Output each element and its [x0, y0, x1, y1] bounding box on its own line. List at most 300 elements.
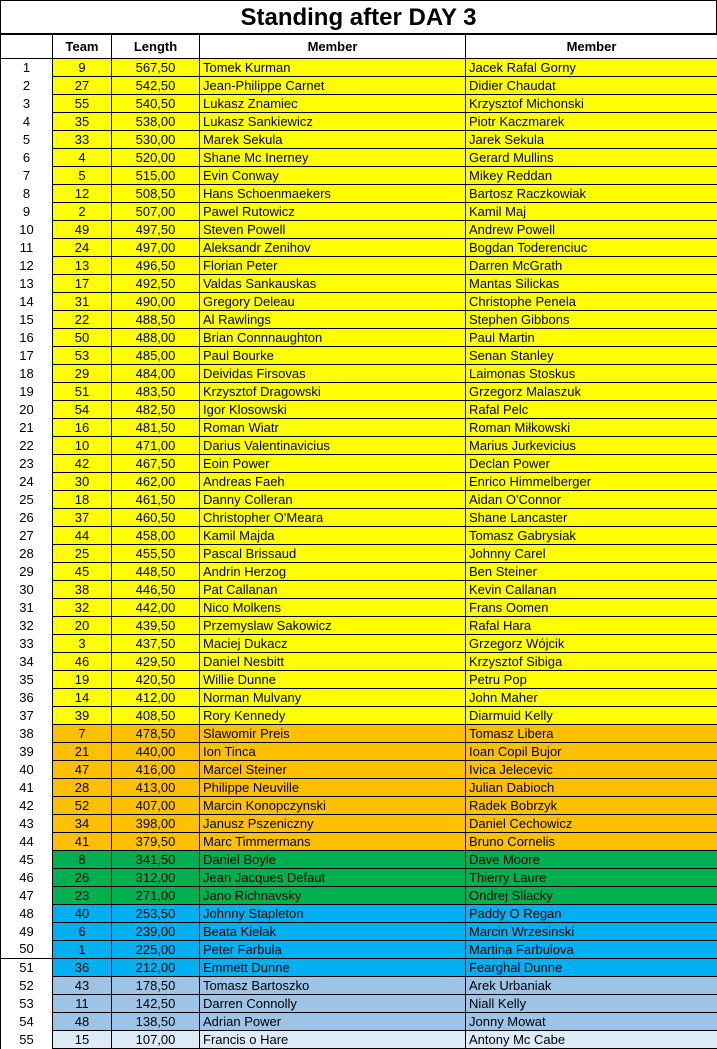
- member2-cell: Jacek Rafal Gorny: [466, 59, 717, 77]
- table-row: [1, 869, 717, 887]
- team-cell: 53: [53, 347, 112, 365]
- member2-cell: Jonny Mowat: [466, 1013, 717, 1031]
- rank-cell: 41: [1, 779, 53, 797]
- member1-cell: Al Rawlings: [200, 311, 466, 329]
- team-cell: 19: [53, 671, 112, 689]
- length-cell: 485,00: [112, 347, 200, 365]
- table-row: [1, 743, 717, 761]
- rank-cell: 46: [1, 869, 53, 887]
- member2-cell: Tomasz Gabrysiak: [466, 527, 717, 545]
- member2-cell: Shane Lancaster: [466, 509, 717, 527]
- table-row: [1, 365, 717, 383]
- team-cell: 1: [53, 941, 112, 959]
- member1-cell: Shane Mc Inerney: [200, 149, 466, 167]
- team-cell: 29: [53, 365, 112, 383]
- member1-cell: Danny Colleran: [200, 491, 466, 509]
- member1-cell: Peter Farbula: [200, 941, 466, 959]
- rank-cell: 9: [1, 203, 53, 221]
- member1-cell: Philippe Neuville: [200, 779, 466, 797]
- length-cell: 460,50: [112, 509, 200, 527]
- member2-cell: Mikey Reddan: [466, 167, 717, 185]
- table-row: [1, 311, 717, 329]
- member2-cell: Bruno Cornelis: [466, 833, 717, 851]
- member2-cell: Grzegorz Wójcik: [466, 635, 717, 653]
- standings-table: [0, 34, 717, 1049]
- rank-cell: 29: [1, 563, 53, 581]
- member1-cell: Roman Wiatr: [200, 419, 466, 437]
- length-cell: 490,00: [112, 293, 200, 311]
- member1-cell: Pat Callanan: [200, 581, 466, 599]
- table-row: [1, 239, 717, 257]
- rank-cell: 53: [1, 995, 53, 1013]
- team-cell: 25: [53, 545, 112, 563]
- team-cell: 12: [53, 185, 112, 203]
- member2-cell: Ben Steiner: [466, 563, 717, 581]
- length-cell: 142,50: [112, 995, 200, 1013]
- table-row: [1, 887, 717, 905]
- rank-cell: 14: [1, 293, 53, 311]
- table-row: [1, 185, 717, 203]
- member2-cell: John Maher: [466, 689, 717, 707]
- team-cell: 45: [53, 563, 112, 581]
- rank-cell: 47: [1, 887, 53, 905]
- rank-cell: 24: [1, 473, 53, 491]
- length-cell: 462,00: [112, 473, 200, 491]
- member2-cell: Niall Kelly: [466, 995, 717, 1013]
- member2-cell: Frans Oomen: [466, 599, 717, 617]
- member1-cell: Pawel Rutowicz: [200, 203, 466, 221]
- table-row: [1, 95, 717, 113]
- rank-cell: 16: [1, 329, 53, 347]
- team-cell: 30: [53, 473, 112, 491]
- member2-cell: Ioan Copil Bujor: [466, 743, 717, 761]
- member1-cell: Gregory Deleau: [200, 293, 466, 311]
- length-cell: 496,50: [112, 257, 200, 275]
- team-cell: 50: [53, 329, 112, 347]
- rank-cell: 43: [1, 815, 53, 833]
- member2-cell: Julian Dabioch: [466, 779, 717, 797]
- rank-cell: 25: [1, 491, 53, 509]
- member1-cell: Pascal Brissaud: [200, 545, 466, 563]
- table-row: [1, 203, 717, 221]
- rank-cell: 50: [1, 941, 53, 959]
- length-cell: 483,50: [112, 383, 200, 401]
- team-cell: 47: [53, 761, 112, 779]
- team-cell: 27: [53, 77, 112, 95]
- table-row: [1, 167, 717, 185]
- length-cell: 446,50: [112, 581, 200, 599]
- member2-cell: Dave Moore: [466, 851, 717, 869]
- table-row: [1, 383, 717, 401]
- member2-cell: Martina Farbulova: [466, 941, 717, 959]
- member1-cell: Eoin Power: [200, 455, 466, 473]
- length-cell: 520,00: [112, 149, 200, 167]
- table-row: [1, 329, 717, 347]
- member2-cell: Marius Jurkevicius: [466, 437, 717, 455]
- table-row: [1, 401, 717, 419]
- member1-cell: Maciej Dukacz: [200, 635, 466, 653]
- table-row: [1, 437, 717, 455]
- team-cell: 10: [53, 437, 112, 455]
- member1-cell: Adrian Power: [200, 1013, 466, 1031]
- member1-cell: Evin Conway: [200, 167, 466, 185]
- member2-cell: Declan Power: [466, 455, 717, 473]
- member1-cell: Florian Peter: [200, 257, 466, 275]
- table-row: [1, 581, 717, 599]
- rank-cell: 34: [1, 653, 53, 671]
- standings-body: [1, 59, 717, 1049]
- member2-cell: Radek Bobrzyk: [466, 797, 717, 815]
- member1-cell: Igor Klosowski: [200, 401, 466, 419]
- team-cell: 52: [53, 797, 112, 815]
- member1-cell: Janusz Pszeniczny: [200, 815, 466, 833]
- length-cell: 439,50: [112, 617, 200, 635]
- member1-cell: Lukasz Znamiec: [200, 95, 466, 113]
- table-row: [1, 275, 717, 293]
- member2-cell: Petru Pop: [466, 671, 717, 689]
- team-cell: 20: [53, 617, 112, 635]
- team-cell: 14: [53, 689, 112, 707]
- member1-cell: Emmett Dunne: [200, 959, 466, 977]
- team-cell: 40: [53, 905, 112, 923]
- length-cell: 458,00: [112, 527, 200, 545]
- member2-cell: Didier Chaudat: [466, 77, 717, 95]
- rank-cell: 21: [1, 419, 53, 437]
- table-row: [1, 977, 717, 995]
- length-cell: 239,00: [112, 923, 200, 941]
- length-cell: 507,00: [112, 203, 200, 221]
- length-cell: 442,00: [112, 599, 200, 617]
- rank-cell: 10: [1, 221, 53, 239]
- team-cell: 22: [53, 311, 112, 329]
- member1-cell: Darius Valentinavicius: [200, 437, 466, 455]
- length-cell: 488,00: [112, 329, 200, 347]
- length-cell: 481,50: [112, 419, 200, 437]
- length-cell: 488,50: [112, 311, 200, 329]
- team-cell: 42: [53, 455, 112, 473]
- rank-cell: 37: [1, 707, 53, 725]
- team-cell: 11: [53, 995, 112, 1013]
- team-cell: 13: [53, 257, 112, 275]
- team-cell: 54: [53, 401, 112, 419]
- team-cell: 17: [53, 275, 112, 293]
- length-cell: 379,50: [112, 833, 200, 851]
- team-cell: 15: [53, 1031, 112, 1049]
- table-row: [1, 779, 717, 797]
- header-row: [1, 35, 717, 59]
- member1-cell: Norman Mulvany: [200, 689, 466, 707]
- length-cell: 540,50: [112, 95, 200, 113]
- table-row: [1, 1031, 717, 1049]
- team-cell: 39: [53, 707, 112, 725]
- length-cell: 497,00: [112, 239, 200, 257]
- rank-cell: 20: [1, 401, 53, 419]
- rank-cell: 45: [1, 851, 53, 869]
- member1-cell: Darren Connolly: [200, 995, 466, 1013]
- rank-cell: 40: [1, 761, 53, 779]
- member2-cell: Laimonas Stoskus: [466, 365, 717, 383]
- team-cell: 5: [53, 167, 112, 185]
- member1-cell: Beata Kielak: [200, 923, 466, 941]
- length-cell: 398,00: [112, 815, 200, 833]
- team-cell: 37: [53, 509, 112, 527]
- team-cell: 51: [53, 383, 112, 401]
- member2-cell: Johnny Carel: [466, 545, 717, 563]
- rank-cell: 52: [1, 977, 53, 995]
- member2-cell: Andrew Powell: [466, 221, 717, 239]
- member2-cell: Arek Urbaniak: [466, 977, 717, 995]
- rank-cell: 44: [1, 833, 53, 851]
- length-cell: 413,00: [112, 779, 200, 797]
- member2-cell: Jarek Sekula: [466, 131, 717, 149]
- table-row: [1, 563, 717, 581]
- team-cell: 34: [53, 815, 112, 833]
- length-cell: 416,00: [112, 761, 200, 779]
- length-cell: 567,50: [112, 59, 200, 77]
- length-cell: 530,00: [112, 131, 200, 149]
- table-row: [1, 707, 717, 725]
- rank-cell: 5: [1, 131, 53, 149]
- rank-cell: 39: [1, 743, 53, 761]
- length-cell: 515,00: [112, 167, 200, 185]
- length-cell: 138,50: [112, 1013, 200, 1031]
- length-cell: 440,00: [112, 743, 200, 761]
- length-cell: 484,00: [112, 365, 200, 383]
- member1-cell: Brian Connnaughton: [200, 329, 466, 347]
- member2-cell: Daniel Cechowicz: [466, 815, 717, 833]
- member1-cell: Nico Molkens: [200, 599, 466, 617]
- rank-cell: 7: [1, 167, 53, 185]
- member1-cell: Deividas Firsovas: [200, 365, 466, 383]
- length-cell: 312,00: [112, 869, 200, 887]
- table-row: [1, 833, 717, 851]
- length-cell: 407,00: [112, 797, 200, 815]
- table-row: [1, 473, 717, 491]
- member2-cell: Kevin Callanan: [466, 581, 717, 599]
- length-cell: 482,50: [112, 401, 200, 419]
- member2-cell: Paul Martin: [466, 329, 717, 347]
- length-cell: 212,00: [112, 959, 200, 977]
- rank-cell: 13: [1, 275, 53, 293]
- rank-cell: 32: [1, 617, 53, 635]
- member1-cell: Christopher O'Meara: [200, 509, 466, 527]
- member1-cell: Ion Tinca: [200, 743, 466, 761]
- table-row: [1, 815, 717, 833]
- length-cell: 429,50: [112, 653, 200, 671]
- member2-cell: Bogdan Toderenciuc: [466, 239, 717, 257]
- member2-cell: Rafal Hara: [466, 617, 717, 635]
- rank-cell: 22: [1, 437, 53, 455]
- team-cell: 48: [53, 1013, 112, 1031]
- member1-cell: Marc Timmermans: [200, 833, 466, 851]
- member2-cell: Ivica Jelecevic: [466, 761, 717, 779]
- team-cell: 24: [53, 239, 112, 257]
- table-row: [1, 905, 717, 923]
- team-cell: 31: [53, 293, 112, 311]
- member2-cell: Ondrej Sliacky: [466, 887, 717, 905]
- table-row: [1, 491, 717, 509]
- member2-cell: Paddy O Regan: [466, 905, 717, 923]
- table-row: [1, 419, 717, 437]
- member1-cell: Daniel Boyle: [200, 851, 466, 869]
- table-row: [1, 149, 717, 167]
- member2-cell: Christophe Penela: [466, 293, 717, 311]
- member2-cell: Antony Mc Cabe: [466, 1031, 717, 1049]
- rank-cell: 51: [1, 959, 53, 977]
- team-cell: 3: [53, 635, 112, 653]
- length-cell: 478,50: [112, 725, 200, 743]
- table-row: [1, 959, 717, 977]
- rank-cell: 12: [1, 257, 53, 275]
- team-cell: 44: [53, 527, 112, 545]
- length-cell: 225,00: [112, 941, 200, 959]
- table-row: [1, 941, 717, 959]
- rank-cell: 36: [1, 689, 53, 707]
- length-cell: 492,50: [112, 275, 200, 293]
- member1-cell: Przemyslaw Sakowicz: [200, 617, 466, 635]
- table-row: [1, 59, 717, 77]
- rank-cell: 27: [1, 527, 53, 545]
- table-row: [1, 923, 717, 941]
- member2-cell: Enrico Himmelberger: [466, 473, 717, 491]
- rank-cell: 30: [1, 581, 53, 599]
- member1-cell: Johnny Stapleton: [200, 905, 466, 923]
- table-row: [1, 455, 717, 473]
- team-cell: 8: [53, 851, 112, 869]
- member1-cell: Tomek Kurman: [200, 59, 466, 77]
- table-row: [1, 995, 717, 1013]
- rank-cell: 4: [1, 113, 53, 131]
- rank-cell: 11: [1, 239, 53, 257]
- table-row: [1, 221, 717, 239]
- member2-cell: Stephen Gibbons: [466, 311, 717, 329]
- team-cell: 18: [53, 491, 112, 509]
- length-cell: 448,50: [112, 563, 200, 581]
- member2-cell: Darren McGrath: [466, 257, 717, 275]
- member2-cell: Piotr Kaczmarek: [466, 113, 717, 131]
- team-cell: 6: [53, 923, 112, 941]
- team-cell: 35: [53, 113, 112, 131]
- length-header: Length: [112, 35, 200, 59]
- rank-cell: 3: [1, 95, 53, 113]
- member2-cell: Fearghal Dunne: [466, 959, 717, 977]
- rank-cell: 6: [1, 149, 53, 167]
- member1-cell: Paul Bourke: [200, 347, 466, 365]
- member2-cell: Krzysztof Sibiga: [466, 653, 717, 671]
- member2-cell: Mantas Silickas: [466, 275, 717, 293]
- member1-cell: Valdas Sankauskas: [200, 275, 466, 293]
- member1-cell: Aleksandr Zenihov: [200, 239, 466, 257]
- page-title: Standing after DAY 3: [0, 0, 717, 34]
- team-cell: 21: [53, 743, 112, 761]
- team-cell: 23: [53, 887, 112, 905]
- table-row: [1, 509, 717, 527]
- team-cell: 41: [53, 833, 112, 851]
- team-header: Team: [53, 35, 112, 59]
- table-row: [1, 545, 717, 563]
- rank-cell: 54: [1, 1013, 53, 1031]
- member1-cell: Marcin Konopczynski: [200, 797, 466, 815]
- length-cell: 461,50: [112, 491, 200, 509]
- length-cell: 178,50: [112, 977, 200, 995]
- table-row: [1, 293, 717, 311]
- length-cell: 542,50: [112, 77, 200, 95]
- member2-cell: Diarmuid Kelly: [466, 707, 717, 725]
- team-cell: 36: [53, 959, 112, 977]
- table-row: [1, 851, 717, 869]
- team-cell: 55: [53, 95, 112, 113]
- team-cell: 49: [53, 221, 112, 239]
- member1-cell: Francis o Hare: [200, 1031, 466, 1049]
- length-cell: 538,00: [112, 113, 200, 131]
- member2-cell: Kamil Maj: [466, 203, 717, 221]
- table-row: [1, 77, 717, 95]
- member2-cell: Senan Stanley: [466, 347, 717, 365]
- table-row: [1, 617, 717, 635]
- member1-cell: Krzysztof Dragowski: [200, 383, 466, 401]
- member2-cell: Aidan O'Connor: [466, 491, 717, 509]
- team-cell: 33: [53, 131, 112, 149]
- table-row: [1, 653, 717, 671]
- table-row: [1, 761, 717, 779]
- length-cell: 107,00: [112, 1031, 200, 1049]
- member1-cell: Jean-Philippe Carnet: [200, 77, 466, 95]
- rank-cell: 49: [1, 923, 53, 941]
- member2-cell: Bartosz Raczkowiak: [466, 185, 717, 203]
- rank-cell: 19: [1, 383, 53, 401]
- rank-cell: 15: [1, 311, 53, 329]
- rank-cell: 17: [1, 347, 53, 365]
- length-cell: 271,00: [112, 887, 200, 905]
- team-cell: 4: [53, 149, 112, 167]
- length-cell: 253,50: [112, 905, 200, 923]
- rank-cell: 38: [1, 725, 53, 743]
- team-cell: 7: [53, 725, 112, 743]
- table-row: [1, 527, 717, 545]
- member1-cell: Steven Powell: [200, 221, 466, 239]
- rank-header: [1, 35, 53, 59]
- team-cell: 9: [53, 59, 112, 77]
- team-cell: 28: [53, 779, 112, 797]
- member1-cell: Lukasz Sankiewicz: [200, 113, 466, 131]
- rank-cell: 8: [1, 185, 53, 203]
- member2-cell: Roman Miłkowski: [466, 419, 717, 437]
- member2-cell: Grzegorz Malaszuk: [466, 383, 717, 401]
- rank-cell: 23: [1, 455, 53, 473]
- member1-cell: Marek Sekula: [200, 131, 466, 149]
- member1-cell: Hans Schoenmaekers: [200, 185, 466, 203]
- member1-cell: Slawomir Preis: [200, 725, 466, 743]
- member2-header: Member: [466, 35, 717, 59]
- member2-cell: Marcin Wrzesinski: [466, 923, 717, 941]
- member1-cell: Marcel Steiner: [200, 761, 466, 779]
- length-cell: 497,50: [112, 221, 200, 239]
- team-cell: 46: [53, 653, 112, 671]
- team-cell: 2: [53, 203, 112, 221]
- rank-cell: 26: [1, 509, 53, 527]
- rank-cell: 18: [1, 365, 53, 383]
- member1-cell: Tomasz Bartoszko: [200, 977, 466, 995]
- rank-cell: 1: [1, 59, 53, 77]
- length-cell: 467,50: [112, 455, 200, 473]
- rank-cell: 42: [1, 797, 53, 815]
- table-row: [1, 797, 717, 815]
- table-row: [1, 635, 717, 653]
- table-row: [1, 131, 717, 149]
- member1-cell: Kamil Majda: [200, 527, 466, 545]
- table-row: [1, 347, 717, 365]
- member2-cell: Thierry Laure: [466, 869, 717, 887]
